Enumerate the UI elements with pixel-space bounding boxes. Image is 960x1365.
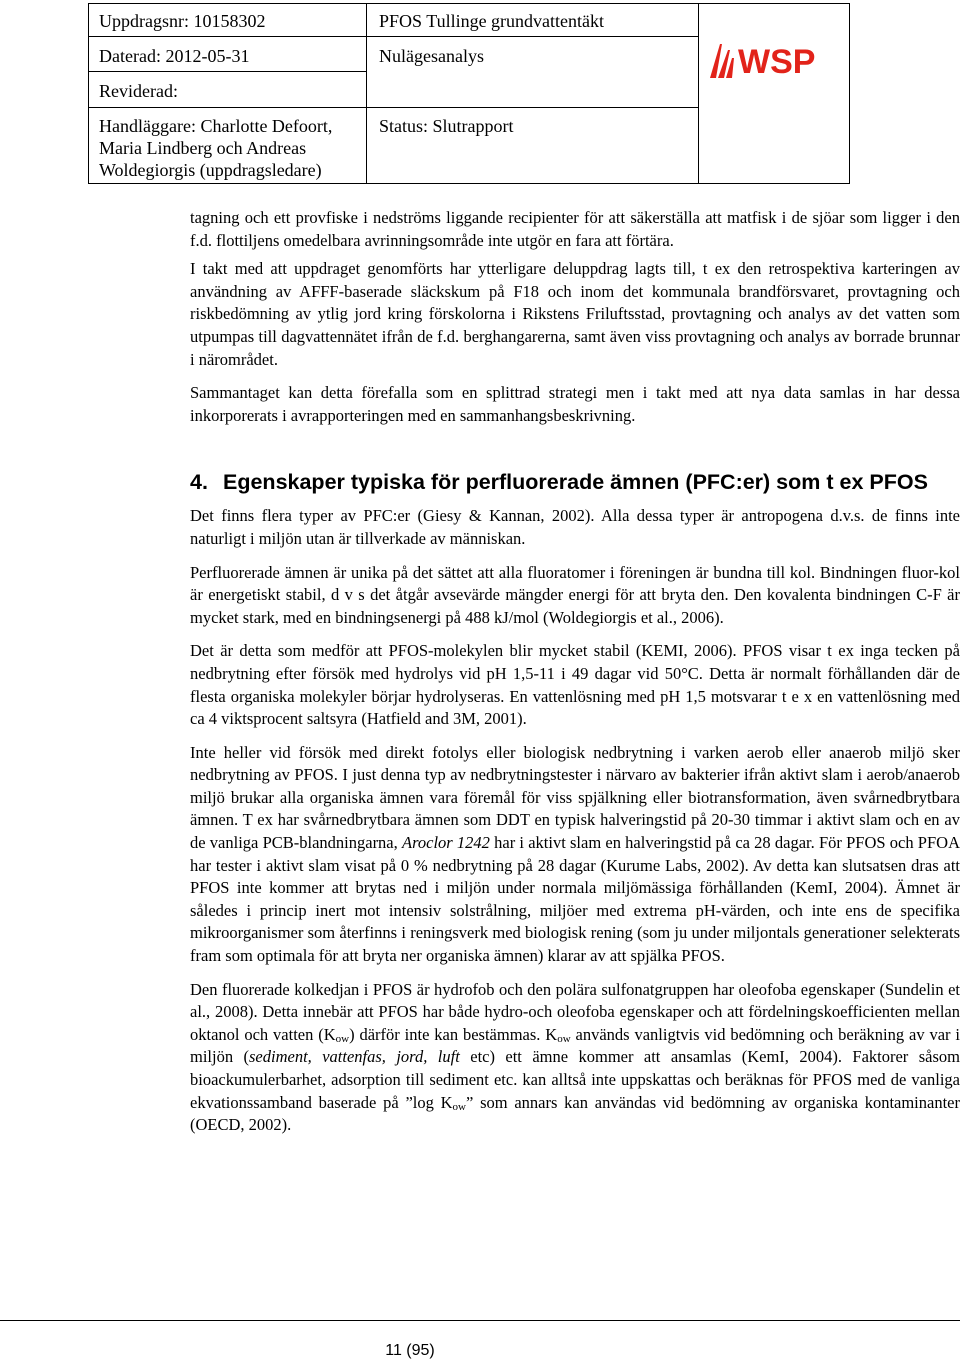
paragraph bbox=[190, 742, 960, 968]
text-run: används vanligtvis vid bedömning och beräkning av var i miljön ( bbox=[190, 1024, 960, 1067]
date: Daterad: 2012-05-31 bbox=[99, 46, 250, 66]
section-number: 4. bbox=[190, 470, 208, 495]
revised: Reviderad: bbox=[99, 81, 178, 101]
paragraph: Det finns flera typer av PFC:er (Giesy & Kannan, 2002). Alla dessa typer är antropogena d.v.s. de finns inte naturligt i miljön utan är tillverkade av människan. bbox=[190, 506, 960, 548]
text-run: har i aktivt slam en halveringstid på ca 28 dagar. För PFOS och PFOA har tester i aktivt slam visat på 0 % nedbrytning på 28 dagar (Kurume Labs, 2002). Av detta kan slutsatsen dras att PFOS inte kommer att brytas ned i miljön under normala miljömässiga förhållanden (KemI, 2004). Ämnet är således i princip inert mot intensiv solstrålning, miljöer med extrema pH-värden, och inte ens de specifika mikroorganismer som återfinns i reningsverk med biologisk rening (som ju under miljontals generationer selekterats fram som optimala för att bryta ner organiska ämnen) klarar av att spjälka PFOS. bbox=[190, 833, 960, 966]
wsp-logo-text: WSP bbox=[738, 43, 816, 81]
text-run: ” som annars kan användas vid bedömning av organiska kontaminanter (OECD, 2002). bbox=[190, 1092, 960, 1135]
paragraph bbox=[190, 979, 960, 1137]
project-title: PFOS Tullinge grundvattentäkt bbox=[379, 11, 605, 31]
text-run: etc) ett ämne kommer att ansamlas (KemI, 2004). Faktorer såsom bioackumulerbarhet, adsorption till sediment etc. kan alltså inte uppskattas och beräknas för PFOS med de vanliga ekvationssamband baserade på ”log K bbox=[190, 1047, 960, 1112]
subscript: ow bbox=[557, 1032, 571, 1045]
italic-text: Aroclor 1242 bbox=[401, 833, 490, 853]
header-divider bbox=[366, 107, 698, 108]
assignment-number: Uppdragsnr: 10158302 bbox=[99, 11, 266, 31]
report-subtitle: Nulägesanalys bbox=[379, 46, 484, 66]
italic-text: sediment, vattenfas, jord, luft bbox=[249, 1047, 460, 1067]
subscript: ow bbox=[335, 1032, 350, 1045]
handlers: Handläggare: Charlotte Defoort, Maria Lindberg och Andreas Woldegiorgis (uppdragsledare) bbox=[99, 116, 333, 180]
page-number: 11 (95) bbox=[385, 1342, 435, 1359]
text-run: Inte heller vid försök med direkt fotolys eller biologisk nedbrytning i varken aerob eller anaerob miljö sker nedbrytning av PFOS. I just denna typ av nedbrytningstester i närvaro av bakterier ifrån aktivt slam i aerob/anaerob miljö brukar alla organiska ämnen vara föremål för viss spjälkning eller biotransformation, även svårnedbrytbara ämnen. T ex har svårnedbrytbara ämnen som DDT en typisk halveringstid på 20-30 timmar i aktivt slam och en av de vanliga PCB-blandningarna, bbox=[190, 742, 960, 853]
text-run: Den fluorerade kolkedjan i PFOS är hydrofob och den polära sulfonatgruppen har oleofoba egenskaper (Sundelin et al., 2008). Detta innebär att PFOS har både hydro-och oleofoba egenskaper och att fördelningskoefficienten mellan oktanol och vatten (K bbox=[190, 979, 960, 1044]
header-divider bbox=[89, 36, 366, 37]
header-divider bbox=[698, 4, 699, 183]
section-heading bbox=[190, 468, 960, 497]
header-divider bbox=[366, 4, 367, 183]
footer-rule bbox=[0, 1320, 960, 1321]
wsp-logo bbox=[708, 40, 832, 82]
paragraph: I takt med att uppdraget genomförts har ytterligare deluppdrag lagts till, t ex den retrospektiva karteringen av användning av AFFF-baserade släckskum på F18 och inom det kommunala brandförsvaret, provtagning och riskbedömning av ytlig jord kring förskolorna i Rikstens Friluftsstad, provtagning och analys av det vatten som utpumpas till dagvattennätet ifrån de f.d. berghangarerna, samt även viss provtagning och analys av borrade brunnar i närområdet. bbox=[190, 259, 960, 369]
section-title: Egenskaper typiska för perfluorerade ämnen (PFC:er) som t ex PFOS bbox=[223, 470, 928, 495]
header-divider bbox=[89, 71, 366, 72]
paragraph: Det är detta som medför att PFOS-molekylen blir mycket stabil (KEMI, 2006). PFOS visar t ex inga tecken på nedbrytning efter försök med hydrolys vid pH 1,5-11 i 49 dagar vid 50°C. Detta är normalt förhållanden där de flesta organiska molekyler börjar hydrolyseras. En vattenlösning med pH 1,5 motsvarar t e x en vattenlösning med ca 4 viktsprocent saltsyra (Hatfield and 3M, 2001). bbox=[190, 641, 960, 729]
header-divider bbox=[89, 107, 366, 108]
paragraph: tagning och ett provfiske i nedströms liggande recipienter för att säkerställa att matfisk i de sjöar som ligger i den f.d. flottiljens omedelbara avrinningsområde inte utgör en fara att förtära. bbox=[190, 208, 960, 250]
header-divider bbox=[366, 36, 698, 37]
report-status: Status: Slutrapport bbox=[379, 116, 514, 136]
text-run: ) därför inte kan bestämmas. K bbox=[349, 1024, 558, 1044]
paragraph: Perfluorerade ämnen är unika på det sättet att alla fluoratomer i föreningen är bundna till kol. Bindningen fluor-kol är energetiskt stabil, d v s det åtgår avsevärde mängder energi för att bryta den. Den kovalenta bindningen C-F är mycket stark, med en bindningsenergi på 488 kJ/mol (Woldegiorgis et al., 2006). bbox=[190, 562, 960, 627]
document-body bbox=[190, 207, 960, 1148]
paragraph: Sammantaget kan detta förefalla som en splittrad strategi men i takt med att nya data samlas in har dessa inkorporerats i avrapporteringen med en sammanhangsbeskrivning. bbox=[190, 383, 960, 425]
document-header bbox=[88, 3, 850, 184]
subscript: ow bbox=[452, 1100, 466, 1113]
